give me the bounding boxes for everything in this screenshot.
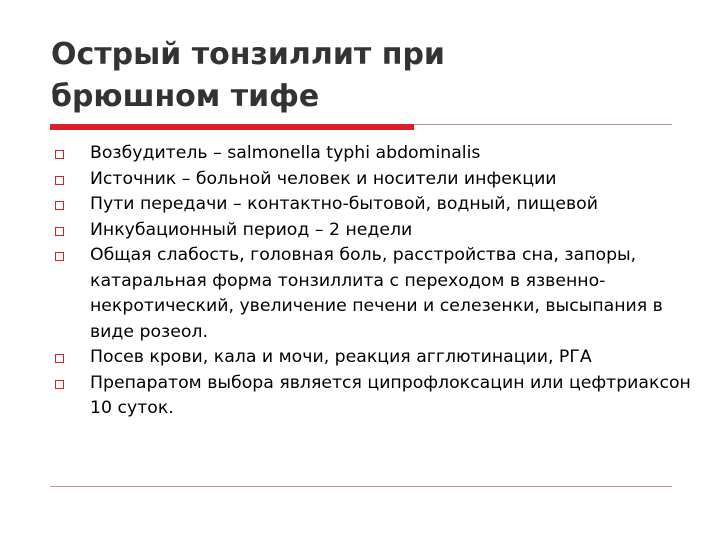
hollow-square-bullet-icon bbox=[55, 380, 64, 389]
bullet-text: Инкубационный период – 2 недели bbox=[90, 219, 413, 240]
bullet-text: Пути передачи – контактно-бытовой, водный, пищевой bbox=[90, 194, 598, 214]
bullet-item-treatment bbox=[52, 371, 692, 422]
bullet-text: Общая слабость, головная боль, расстройства сна, запоры, катаральная форма тонзиллита с переходом в язвенно-некротический, увеличение печени и селезенки, высыпания в виде розеол. bbox=[90, 245, 663, 342]
hollow-square-bullet-icon bbox=[55, 176, 64, 185]
bullet-text: Возбудитель – salmonella typhi abdominalis bbox=[90, 143, 481, 163]
hollow-square-bullet-icon bbox=[55, 354, 64, 363]
bullet-item-source bbox=[52, 167, 692, 193]
bullet-text: Препаратом выбора является ципрофлоксацин или цефтриаксон 10 суток. bbox=[90, 372, 691, 418]
bullet-item-incubation bbox=[52, 218, 692, 244]
bullet-item-pathogen bbox=[52, 141, 692, 167]
hollow-square-bullet-icon bbox=[55, 201, 64, 210]
bullet-item-diagnostics bbox=[52, 345, 692, 371]
bullet-text: Посев крови, кала и мочи, реакция агглютинации, РГА bbox=[90, 347, 592, 367]
bottom-divider bbox=[50, 486, 672, 487]
hollow-square-bullet-icon bbox=[55, 150, 64, 159]
title-line-2: брюшном тифе bbox=[51, 79, 320, 114]
hollow-square-bullet-icon bbox=[55, 252, 64, 261]
hollow-square-bullet-icon bbox=[55, 227, 64, 236]
slide-title bbox=[51, 34, 691, 118]
bullet-list bbox=[52, 141, 692, 422]
title-accent-bar bbox=[50, 124, 414, 130]
title-line-1: Острый тонзиллит при bbox=[51, 37, 445, 72]
bullet-item-transmission bbox=[52, 192, 692, 218]
bullet-text: Источник – больной человек и носители инфекции bbox=[90, 168, 557, 189]
bullet-item-symptoms bbox=[52, 243, 692, 345]
